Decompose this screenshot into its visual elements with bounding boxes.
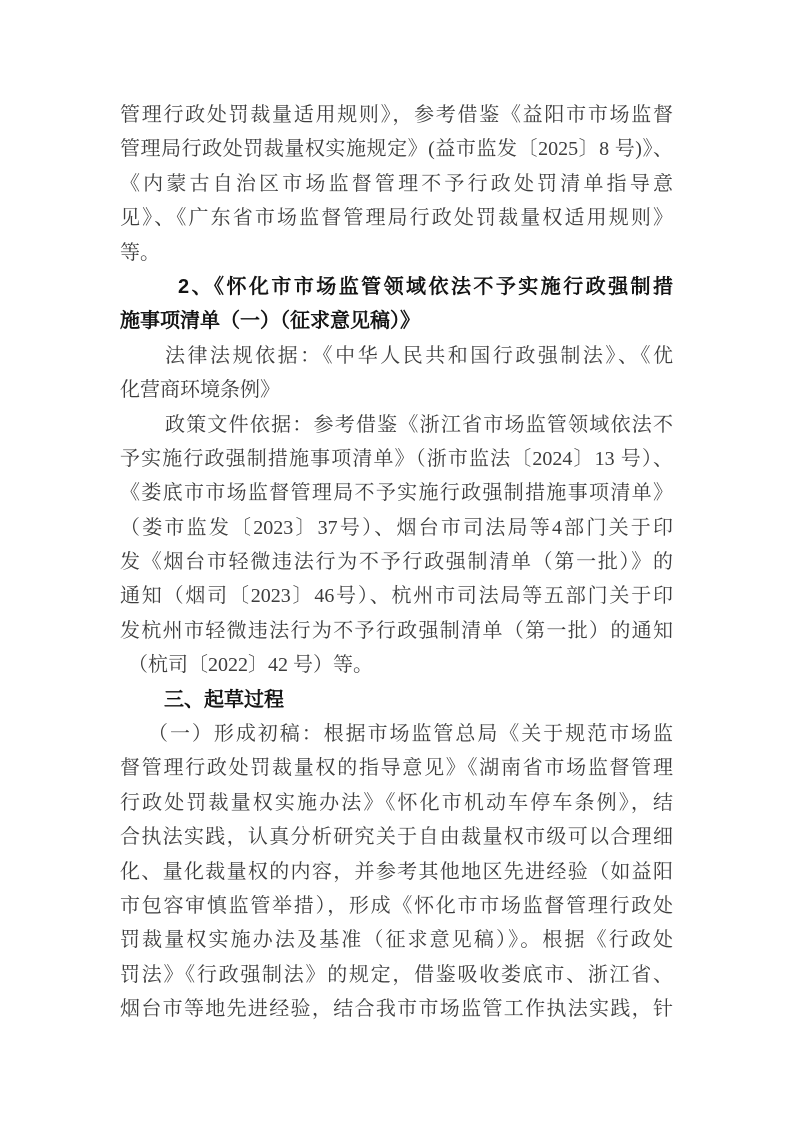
text-line: （杭司〔2022〕42 号）等。 xyxy=(128,654,373,677)
text-line: （一）形成初稿：根据市场监管总局《关于规范市场监 xyxy=(148,723,673,746)
text-line: 《内蒙古自治区市场监督管理不予行政处罚清单指导意 xyxy=(120,172,673,195)
text-line: 行政处罚裁量权实施办法》《怀化市机动车停车条例》，结 xyxy=(120,791,673,814)
text-line: 2、《怀化市市场监管领域依法不予实施行政强制措 xyxy=(178,275,673,298)
text-line: 烟台市等地先进经验，结合我市市场监管工作执法实践，针 xyxy=(120,998,673,1021)
text-line: 罚裁量权实施办法及基准（征求意见稿）》。根据《行政处 xyxy=(120,929,673,952)
text-line: 发《烟台市轻微违法行为不予行政强制清单（第一批）》的 xyxy=(120,551,673,574)
text-line: 施事项清单（一）（征求意见稿）》 xyxy=(120,310,420,333)
text-line: 发杭州市轻微违法行为不予行政强制清单（第一批）的通知 xyxy=(120,619,673,642)
text-line: 化营商环境条例》 xyxy=(120,379,280,402)
document-text-block xyxy=(120,98,673,1027)
text-line: 督管理行政处罚裁量权的指导意见》《湖南省市场监督管理 xyxy=(120,757,673,780)
text-line: 法律法规依据：《中华人民共和国行政强制法》、《优 xyxy=(165,344,673,367)
text-line: （娄市监发〔2023〕37号）、烟台市司法局等4部门关于印 xyxy=(120,516,673,539)
text-line: 见》、《广东省市场监督管理局行政处罚裁量权适用规则》 xyxy=(120,207,673,230)
text-line: 合执法实践，认真分析研究关于自由裁量权市级可以合理细 xyxy=(120,826,673,849)
text-line: 市包容审慎监管举措），形成《怀化市市场监督管理行政处 xyxy=(120,894,673,917)
text-line: 化、量化裁量权的内容，并参考其他地区先进经验（如益阳 xyxy=(120,860,673,883)
text-line: 予实施行政强制措施事项清单》（浙市监法〔2024〕13 号）、 xyxy=(120,447,673,470)
text-line: 三、起草过程 xyxy=(164,688,284,711)
text-line: 《娄底市市场监督管理局不予实施行政强制措施事项清单》 xyxy=(120,482,673,505)
text-line: 罚法》《行政强制法》的规定，借鉴吸收娄底市、浙江省、 xyxy=(120,963,673,986)
text-line: 政策文件依据：参考借鉴《浙江省市场监管领域依法不 xyxy=(165,413,673,436)
text-line: 等。 xyxy=(120,241,160,264)
text-line: 通知（烟司〔2023〕46号）、杭州市司法局等五部门关于印 xyxy=(120,585,673,608)
text-line: 管理行政处罚裁量适用规则》，参考借鉴《益阳市市场监督 xyxy=(120,104,673,126)
text-line: 管理局行政处罚裁量权实施规定》(益市监发〔2025〕8 号)》、 xyxy=(120,138,673,161)
